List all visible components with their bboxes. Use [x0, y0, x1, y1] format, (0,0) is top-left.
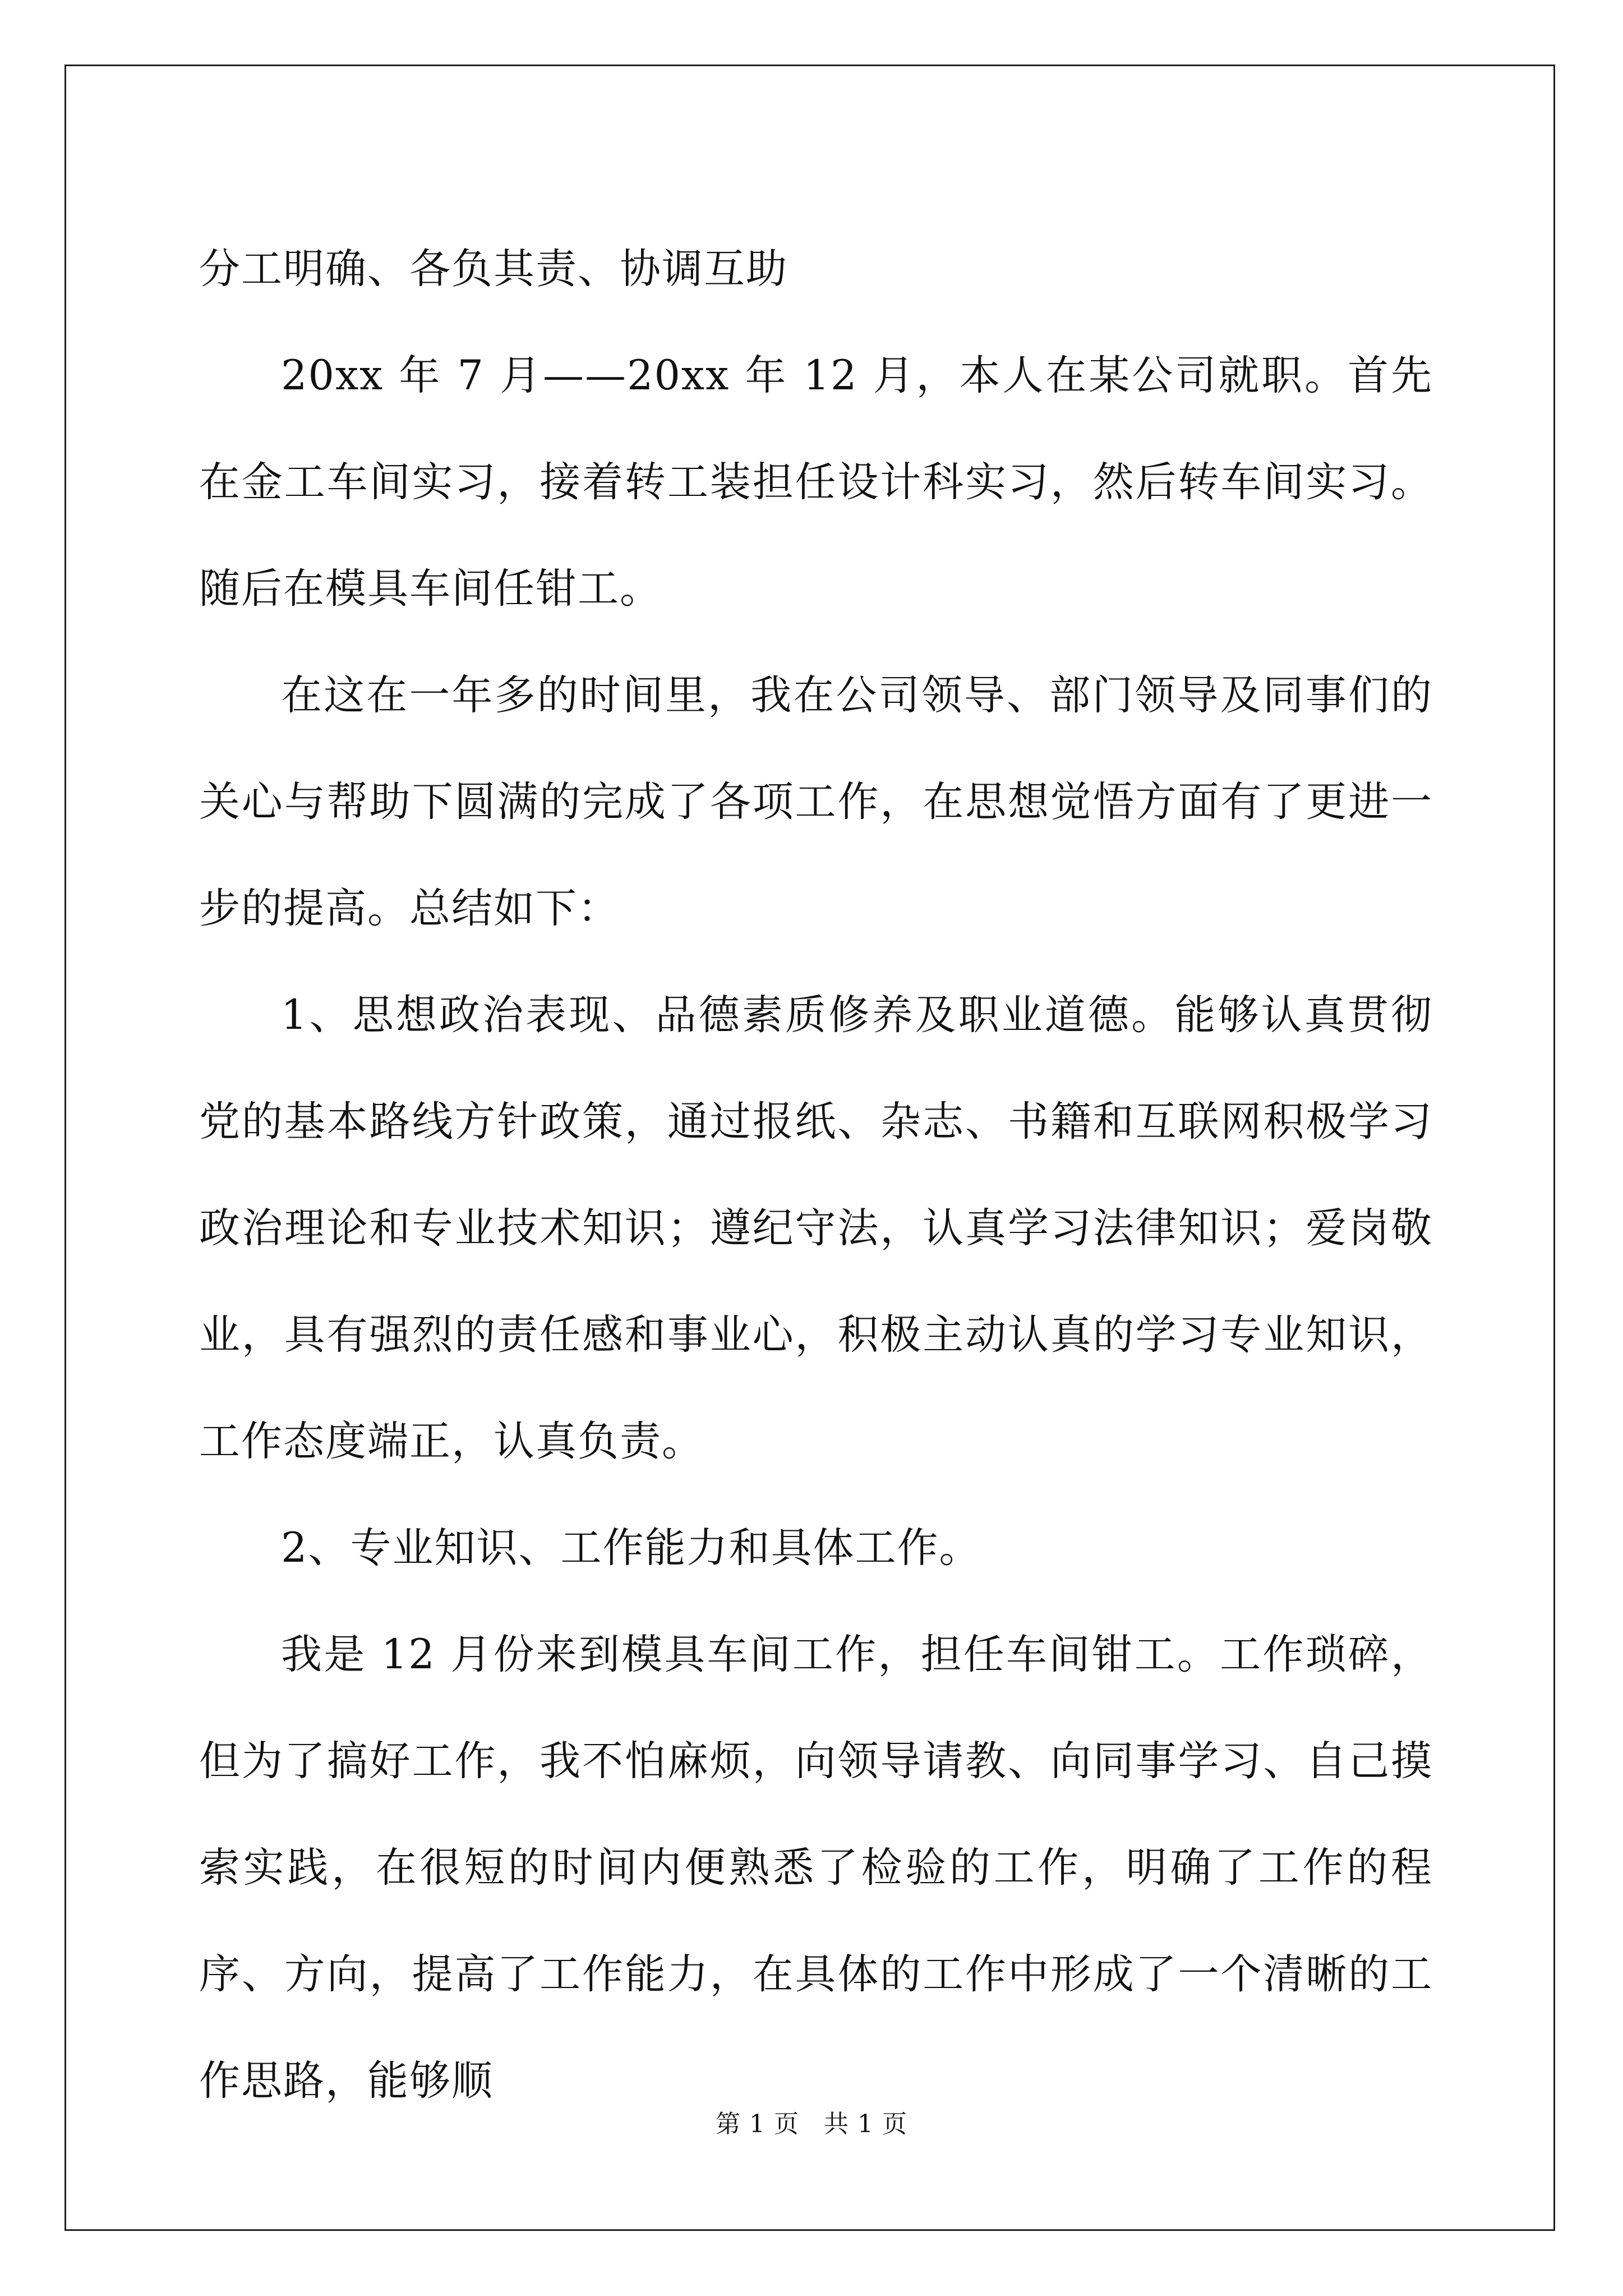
paragraph-1: 20xx 年 7 月——20xx 年 12 月，本人在某公司就职。首先在金工车间实习，接着转工装担任设计科实习，然后转车间实习。随后在模具车间任钳工。 [199, 352, 1433, 613]
document-heading: 分工明确、各负其责、协调互助 [199, 245, 788, 293]
document-body [199, 216, 1433, 2134]
page-total: 共 1 页 [824, 2110, 907, 2138]
paragraph-5: 我是 12 月份来到模具车间工作，担任车间钳工。工作琐碎，但为了搞好工作，我不怕麻烦，向领导请教、向同事学习、自己摸索实践，在很短的时间内便熟悉了检验的工作，明确了工作的程序、方向，提高了工作能力，在具体的工作中形成了一个清晰的工作思路，能够顺 [199, 1631, 1433, 2105]
page-footer [0, 2104, 1623, 2139]
page-number: 第 1 页 [716, 2110, 799, 2138]
paragraph-2: 在这在一年多的时间里，我在公司领导、部门领导及同事们的关心与帮助下圆满的完成了各项工作，在思想觉悟方面有了更进一步的提高。总结如下： [199, 671, 1433, 932]
paragraph-3: 1、思想政治表现、品德素质修养及职业道德。能够认真贯彻党的基本路线方针政策，通过报纸、杂志、书籍和互联网积极学习政治理论和专业技术知识；遵纪守法，认真学习法律知识；爱岗敬业，具有强烈的责任感和事业心，积极主动认真的学习专业知识，工作态度端正，认真负责。 [199, 991, 1433, 1465]
paragraph-4: 2、专业知识、工作能力和具体工作。 [281, 1524, 981, 1572]
